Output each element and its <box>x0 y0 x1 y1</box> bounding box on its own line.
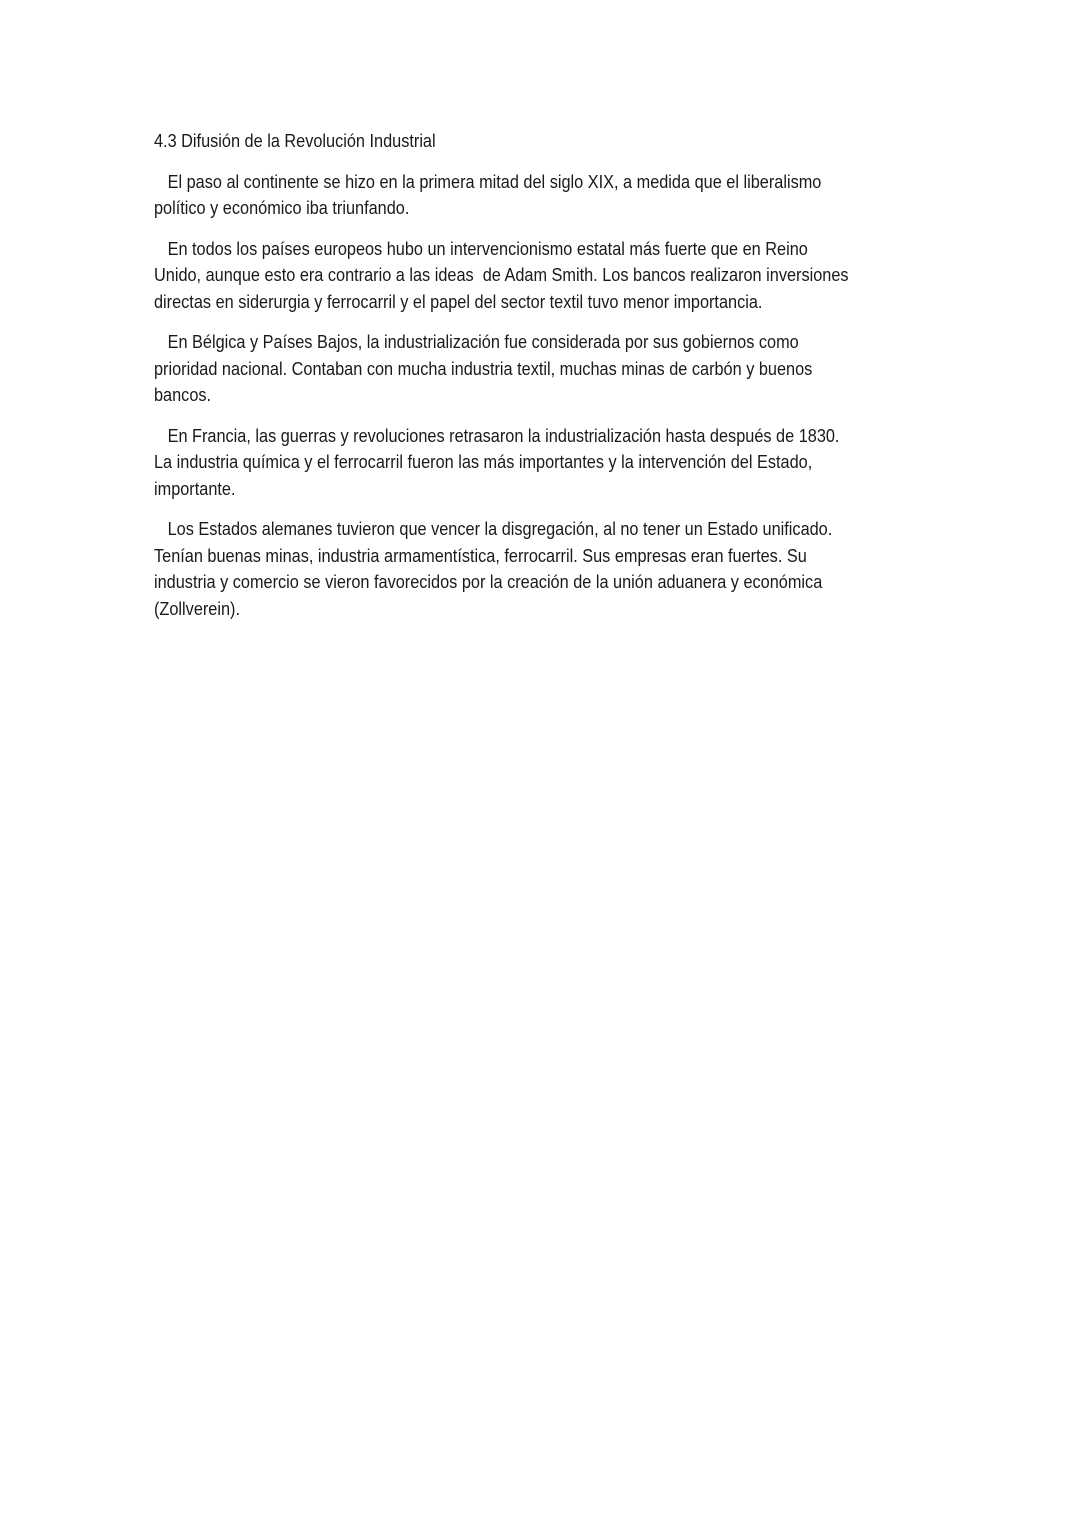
paragraph-line: (Zollverein). <box>154 598 241 619</box>
paragraph-line: La industria química y el ferrocarril fueron las más importantes y la intervención del Estado, <box>154 452 813 472</box>
document-body <box>154 128 954 636</box>
paragraph-line: En Francia, las guerras y revoluciones retrasaron la industrialización hasta después de 1830. <box>154 425 840 446</box>
paragraph-continent <box>154 169 954 222</box>
paragraph-line: Unido, aunque esto era contrario a las ideas de Adam Smith. Los bancos realizaron inversiones <box>154 265 849 285</box>
paragraph-line: El paso al continente se hizo en la primera mitad del siglo XIX, a medida que el liberalismo <box>154 171 822 192</box>
paragraph-line: directas en siderurgia y ferrocarril y el papel del sector textil tuvo menor importancia. <box>154 291 763 312</box>
paragraph-line: En Bélgica y Países Bajos, la industrialización fue considerada por sus gobiernos como <box>154 332 799 352</box>
section-heading <box>154 128 954 155</box>
paragraph-line: importante. <box>154 478 236 499</box>
paragraph-line: político y económico iba triunfando. <box>154 198 410 218</box>
paragraph-line: industria y comercio se vieron favorecidos por la creación de la unión aduanera y económica <box>154 572 823 592</box>
paragraph-line: Tenían buenas minas, industria armamentística, ferrocarril. Sus empresas eran fuertes. Su <box>154 545 807 566</box>
paragraph-intervencionismo <box>154 236 954 316</box>
paragraph-francia <box>154 423 954 503</box>
paragraph-line: bancos. <box>154 385 212 405</box>
paragraph-alemania <box>154 516 954 622</box>
paragraph-line: prioridad nacional. Contaban con mucha industria textil, muchas minas de carbón y buenos <box>154 358 813 379</box>
paragraph-line: Los Estados alemanes tuvieron que vencer la disgregación, al no tener un Estado unificado. <box>154 519 833 539</box>
paragraph-belgica <box>154 329 954 409</box>
section-heading-text: 4.3 Difusión de la Revolución Industrial <box>154 131 436 151</box>
paragraph-line: En todos los países europeos hubo un intervencionismo estatal más fuerte que en Reino <box>154 238 808 259</box>
